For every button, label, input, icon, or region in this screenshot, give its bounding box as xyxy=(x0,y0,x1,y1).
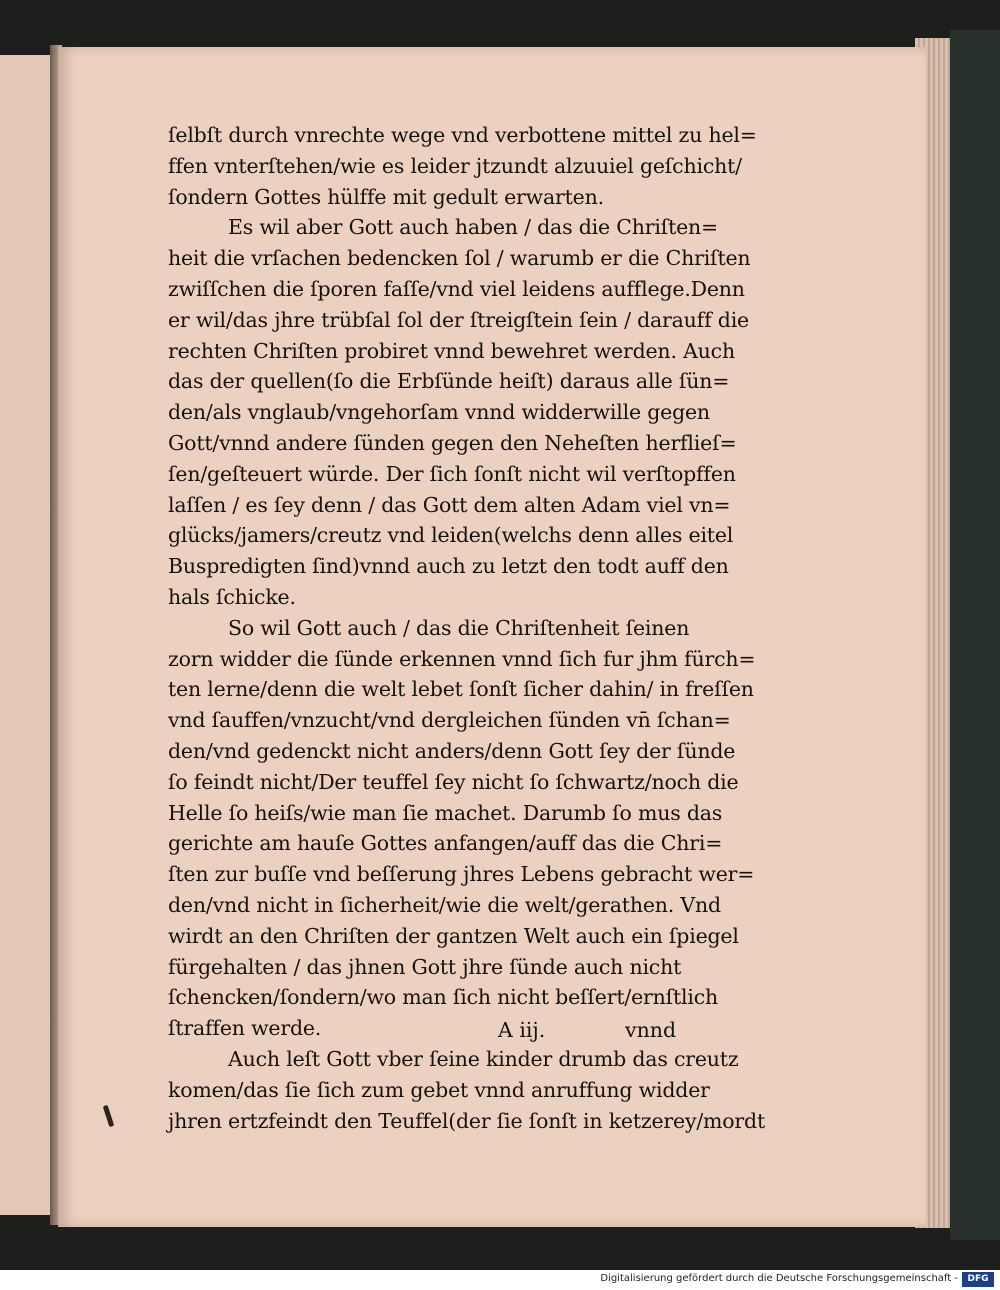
text-block xyxy=(168,120,765,1136)
catchword: vnnd xyxy=(625,1018,677,1042)
footer-bar xyxy=(0,1270,1000,1290)
text-line: rechten Chriſten probiret vnnd bewehret werden. Auch xyxy=(168,338,735,363)
text-line: Gott/vnnd andere ſünden gegen den Neheſten herflieſ= xyxy=(168,430,737,455)
funding-notice: Digitalisierung gefördert durch die Deutsche Forschungsgemeinschaft - xyxy=(600,1273,958,1284)
text-line: heit die vrſachen bedencken ſol / warumb er die Chriſten xyxy=(168,246,751,271)
text-line: ſelbſt durch vnrechte wege vnd verbottene mittel zu hel= xyxy=(168,123,757,147)
text-line: laſſen / es ſey denn / das Gott dem alten Adam viel vn= xyxy=(168,492,731,517)
text-line: ſtraffen werde. xyxy=(168,1016,322,1041)
text-line: ten lerne/denn die welt lebet ſonſt ſicher dahin/ in freſſen xyxy=(168,677,754,702)
text-line: zorn widder die ſünde erkennen vnnd ſich fur jhm fürch= xyxy=(168,646,756,671)
book-cover xyxy=(950,30,1000,1240)
dfg-logo: DFG xyxy=(962,1272,994,1287)
text-line: vnd ſauffen/vnzucht/vnd dergleichen ſünden vn̄ ſchan= xyxy=(168,708,731,733)
text-line: den/vnd nicht in ſicherheit/wie die welt/gerathen. Vnd xyxy=(168,892,721,917)
text-line: jhren ertzfeindt den Teuffel(der ſie ſonſt in ketzerey/mordt xyxy=(168,1108,765,1133)
text-line: Buspredigten ſind)vnnd auch zu letzt den todt auff den xyxy=(168,554,729,579)
text-line: das der quellen(ſo die Erbſünde heiſt) daraus alle ſün= xyxy=(168,369,730,394)
signature-mark: A iij. xyxy=(498,1018,546,1042)
text-line: den/als vnglaub/vngehorſam vnnd widderwille gegen xyxy=(168,400,710,425)
left-page-edge xyxy=(0,55,54,1215)
text-line: gerichte am hauſe Gottes anfangen/auff das die Chri= xyxy=(168,831,723,856)
text-line: zwiſſchen die ſporen faſſe/vnd viel leidens aufflege.Denn xyxy=(168,276,745,301)
text-line: ſten zur buſſe vnd beſſerung jhres Lebens gebracht wer= xyxy=(168,862,755,887)
paragraph-start-line: Es wil aber Gott auch haben / das die Chriſten= xyxy=(228,215,719,240)
paragraph-start-line: Auch leſt Gott vber ſeine kinder drumb das creutz xyxy=(228,1046,739,1071)
text-line: den/vnd gedenckt nicht anders/denn Gott ſey der ſünde xyxy=(168,738,736,763)
text-line: komen/das ſie ſich zum gebet vnnd anruffung widder xyxy=(168,1077,710,1102)
text-line: ſen/geſteuert würde. Der ſich ſonſt nicht wil verſtopffen xyxy=(168,461,736,486)
text-line: er wil/das jhre trübſal ſol der ſtreigſtein ſein / darauff die xyxy=(168,307,749,332)
text-line: ſondern Gottes hülffe mit gedult erwarten. xyxy=(168,184,604,209)
text-line: hals ſchicke. xyxy=(168,584,296,609)
text-line: ſo feindt nicht/Der teuffel ſey nicht ſo ſchwartz/noch die xyxy=(168,769,739,794)
text-line: glücks/jamers/creutz vnd leiden(welchs denn alles eitel xyxy=(168,523,734,548)
text-line: ffen vnterſtehen/wie es leider jtzundt alzuuiel geſchicht/ xyxy=(168,153,742,178)
text-line: Helle ſo heiſs/wie man ſie machet. Darumb ſo mus das xyxy=(168,800,723,825)
text-line: wirdt an den Chriſten der gantzen Welt auch ein ſpiegel xyxy=(168,923,739,948)
text-line: ſchencken/ſondern/wo man ſich nicht beſſert/ernſtlich xyxy=(168,985,719,1010)
text-line: fürgehalten / das jhnen Gott jhre ſünde auch nicht xyxy=(168,954,682,979)
paragraph-start-line: So wil Gott auch / das die Chriſtenheit ſeinen xyxy=(228,615,690,640)
